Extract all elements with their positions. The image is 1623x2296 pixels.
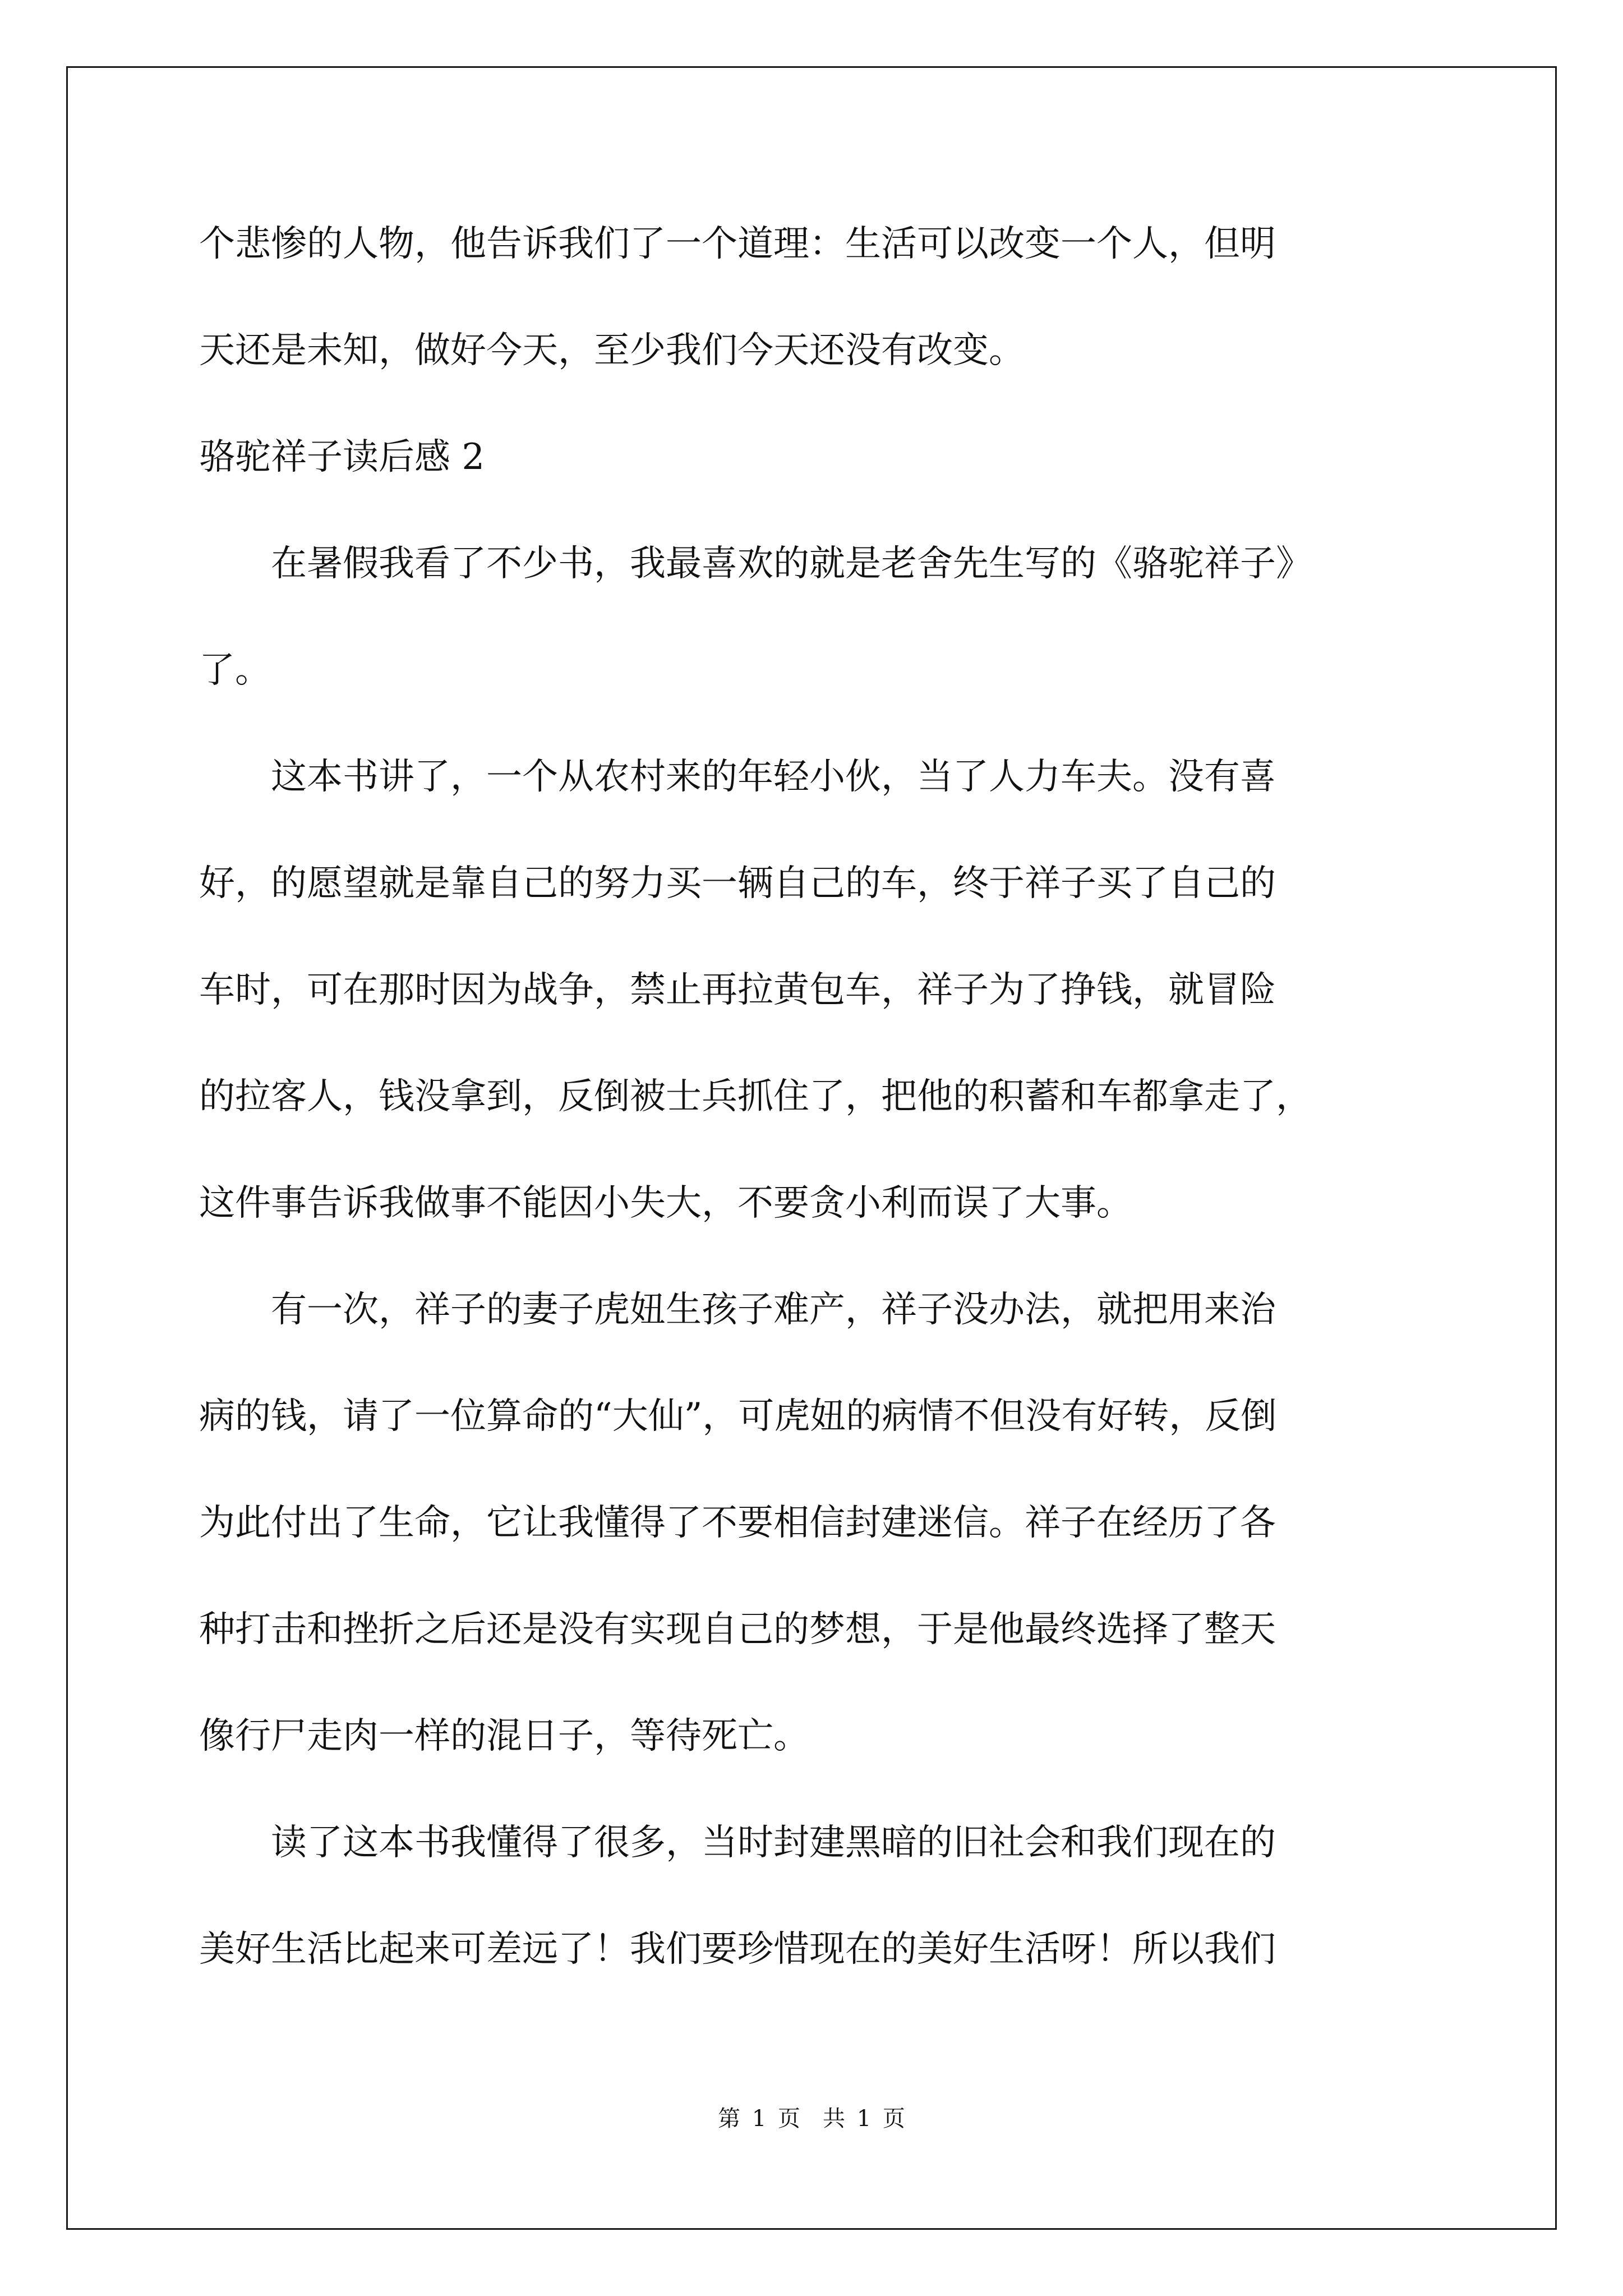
text-line-17: 美好生活比起来可差远了！我们要珍惜现在的美好生活呀！所以我们 <box>199 1929 1276 1970</box>
paragraph-start: 这本书讲了，一个从农村来的年轻小伙，当了人力车夫。没有喜 <box>271 756 1276 798</box>
text-line-13: 为此付出了生命，它让我懂得了不要相信封建迷信。祥子在经历了各 <box>199 1502 1276 1544</box>
document-body <box>199 202 1438 2014</box>
text-line-2: 天还是未知，做好今天，至少我们今天还没有改变。 <box>199 330 1025 371</box>
text-line-14: 种打击和挫折之后还是没有实现自己的梦想，于是他最终选择了整天 <box>199 1609 1276 1650</box>
paragraph-start: 读了这本书我懂得了很多，当时封建黑暗的旧社会和我们现在的 <box>271 1822 1276 1864</box>
text-line-7: 好，的愿望就是靠自己的努力买一辆自己的车，终于祥子买了自己的 <box>199 863 1276 904</box>
text-line-5: 了。 <box>199 650 271 691</box>
text-line-10: 这件事告诉我做事不能因小失大，不要贪小利而误了大事。 <box>199 1182 1132 1224</box>
paragraph-start: 在暑假我看了不少书，我最喜欢的就是老舍先生写的《骆驼祥子》 <box>271 543 1312 585</box>
page-number-footer: 第 1 页 共 1 页 <box>718 2106 905 2132</box>
text-line-15: 像行尸走肉一样的混日子，等待死亡。 <box>199 1715 809 1757</box>
text-line-12: 病的钱，请了一位算命的“大仙”，可虎妞的病情不但没有好转，反倒 <box>199 1396 1277 1437</box>
text-line-1: 个悲惨的人物，他告诉我们了一个道理：生活可以改变一个人，但明 <box>199 223 1276 265</box>
text-line-9: 的拉客人，钱没拿到，反倒被士兵抓住了，把他的积蓄和车都拿走了， <box>199 1076 1312 1117</box>
text-line-8: 车时，可在那时因为战争，禁止再拉黄包车，祥子为了挣钱，就冒险 <box>199 969 1276 1011</box>
paragraph-start: 有一次，祥子的妻子虎妞生孩子难产，祥子没办法，就把用来治 <box>271 1289 1276 1331</box>
section-heading: 骆驼祥子读后感 2 <box>199 436 485 478</box>
